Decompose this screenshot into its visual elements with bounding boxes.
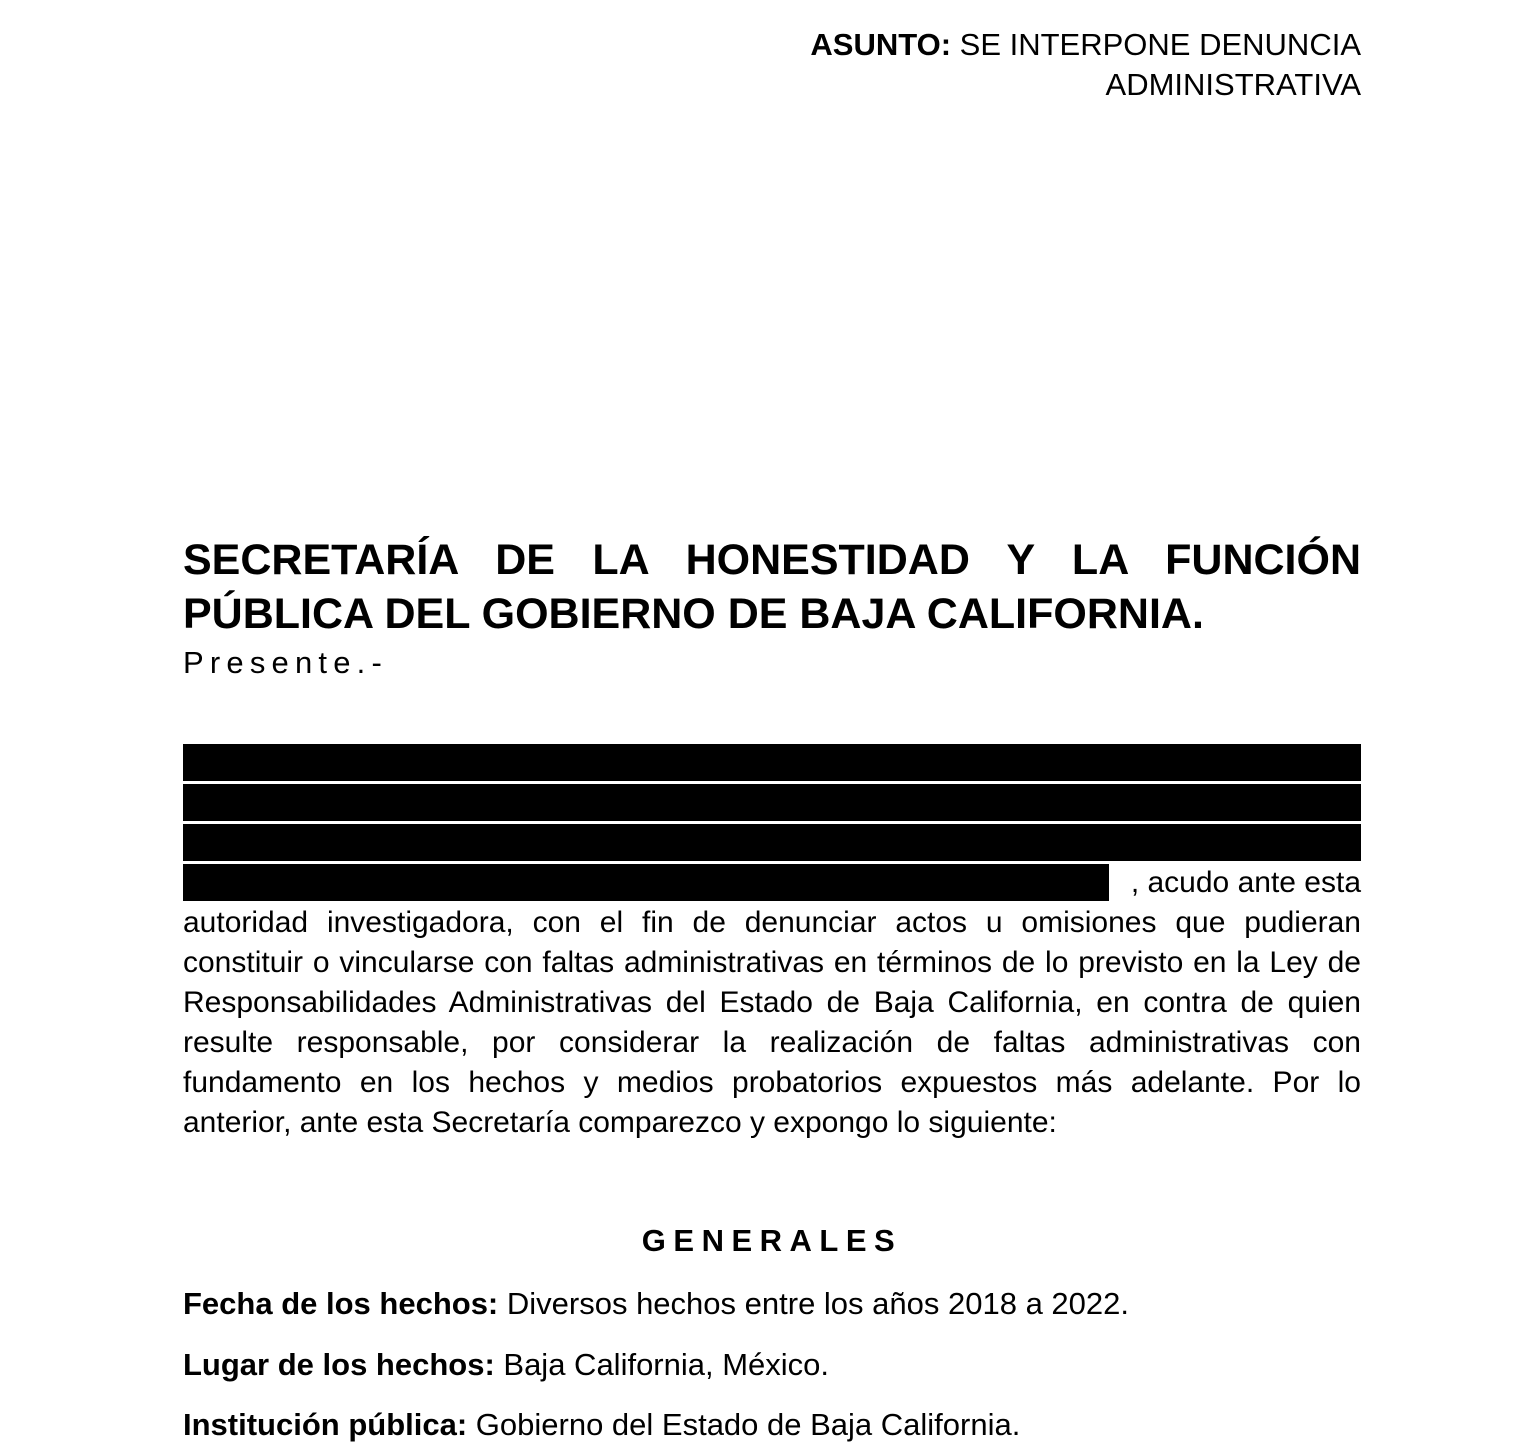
body-paragraph: autoridad investigadora, con el fin de denunciar actos u omisiones que pudieran constituir o vincularse con faltas administrativas en términos de lo previsto en la Ley de Responsabilidades Administrativas del Estado de Baja California, en contra de quien resulte responsable, por considerar la realización de faltas administrativas con fundamento en los hechos y medios probatorios expuestos más adelante. Por lo anterior, ante esta Secretaría comparezco y expongo lo siguiente: [183,906,1361,1139]
body-text-tail: , acudo ante esta [1130,866,1361,899]
addressee-line-1: SECRETARÍA DE LA HONESTIDAD Y LA FUNCIÓN [183,536,1361,584]
redaction-bar [183,744,1361,781]
subject-text-1: SE INTERPONE DENUNCIA [959,27,1361,62]
subject-label: ASUNTO: [810,27,952,62]
redaction-bar [183,824,1361,861]
generales-item-lugar [183,1346,1361,1384]
subject-text-2: ADMINISTRATIVA [1105,67,1361,102]
generales-label: Fecha de los hechos: [183,1286,499,1321]
generales-item-institucion [183,1406,1361,1444]
subject-block [810,25,1361,105]
generales-label: Lugar de los hechos: [183,1347,495,1382]
redaction-bar [183,864,1109,901]
generales-heading: GENERALES [641,1223,903,1258]
generales-item-fecha [183,1285,1361,1323]
generales-value: Gobierno del Estado de Baja California. [467,1407,1021,1442]
redaction-bar [183,784,1361,821]
addressee-heading [183,533,1361,641]
addressee-line-2: PÚBLICA DEL GOBIERNO DE BAJA CALIFORNIA. [183,590,1204,638]
presente-greeting: Presente.- [183,645,389,680]
generales-label: Institución pública: [183,1407,468,1442]
generales-value: Baja California, México. [494,1347,830,1382]
subject-line-1 [810,25,1361,65]
generales-value: Diversos hechos entre los años 2018 a 2022. [498,1286,1129,1321]
